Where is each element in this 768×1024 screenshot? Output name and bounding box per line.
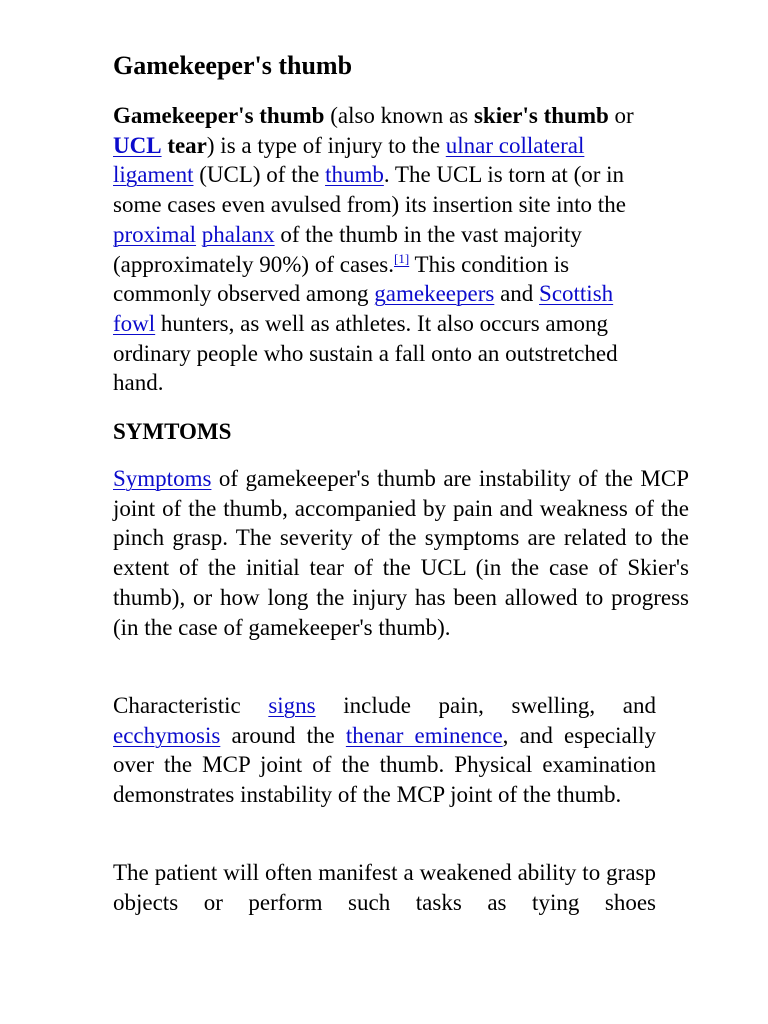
- intro-text-10: and: [494, 281, 540, 307]
- ulnar-collateral-ligament-link[interactable]: ulnar collateral ligament: [113, 132, 585, 188]
- scottish-link[interactable]: Scottish: [539, 281, 614, 307]
- patient-text: The patient will often manifest a weakened ability to grasp objects or perform such tasks as tying shoes: [113, 860, 656, 915]
- patient-paragraph: [113, 858, 656, 917]
- proximal-link[interactable]: proximal: [113, 221, 197, 247]
- signs-paragraph: [113, 691, 656, 810]
- intro-bold-tear: tear: [167, 132, 207, 158]
- page-title: Gamekeeper's thumb: [113, 51, 353, 80]
- intro-text-1: (also known as: [324, 103, 474, 128]
- intro-text-5: (UCL) of the: [193, 162, 326, 188]
- signs-text-3: around the: [220, 722, 346, 748]
- intro-text-6: . The UCL is torn at (or in some cases even avulsed from) its insertion site into the: [113, 162, 626, 218]
- signs-text-4: , and especially over the MCP joint of the thumb. Physical examination demonstrates instability of the MCP joint of the thumb.: [113, 722, 656, 808]
- ecchymosis-link[interactable]: ecchymosis: [113, 722, 221, 748]
- intro-bold-skiers-thumb: skier's thumb: [473, 103, 609, 128]
- intro-text-9: This condition is commonly observed among: [113, 251, 570, 307]
- signs-text-2: include pain, swelling, and: [315, 693, 656, 718]
- gamekeepers-link[interactable]: gamekeepers: [374, 281, 495, 307]
- signs-text-1: Characteristic: [113, 693, 269, 718]
- ucl-link[interactable]: UCL: [113, 132, 162, 158]
- intro-text-2: or: [608, 103, 634, 128]
- intro-paragraph: [113, 101, 658, 398]
- reference-1-link[interactable]: [1]: [394, 250, 410, 266]
- signs-link[interactable]: signs: [268, 693, 316, 718]
- intro-bold-term: Gamekeeper's thumb: [113, 103, 325, 128]
- intro-text-12: hunters, as well as athletes. It also occurs among ordinary people who sustain a fall onto an outstretched hand.: [113, 310, 618, 396]
- phalanx-link[interactable]: phalanx: [201, 221, 275, 247]
- symptoms-link[interactable]: Symptoms: [113, 466, 212, 491]
- fowl-link[interactable]: fowl: [113, 310, 156, 336]
- thumb-link[interactable]: thumb: [325, 162, 384, 188]
- thenar-eminence-link[interactable]: thenar eminence: [345, 722, 503, 748]
- intro-text-4: ) is a type of injury to the: [206, 132, 446, 158]
- symptoms-paragraph: [113, 464, 689, 642]
- symptoms-text: of gamekeeper's thumb are instability of the MCP joint of the thumb, accompanied by pain and weakness of the pinch grasp. The severity of the symptoms are related to the extent of the initial tear of the UCL (in the case of Skier's thumb), or how long the injury has been allowed to progress (in the case of gamekeeper's thumb).: [113, 466, 689, 640]
- symptoms-heading: SYMTOMS: [113, 419, 232, 444]
- intro-text-8: of the thumb in the vast majority (approximately 90%) of cases.: [113, 221, 582, 277]
